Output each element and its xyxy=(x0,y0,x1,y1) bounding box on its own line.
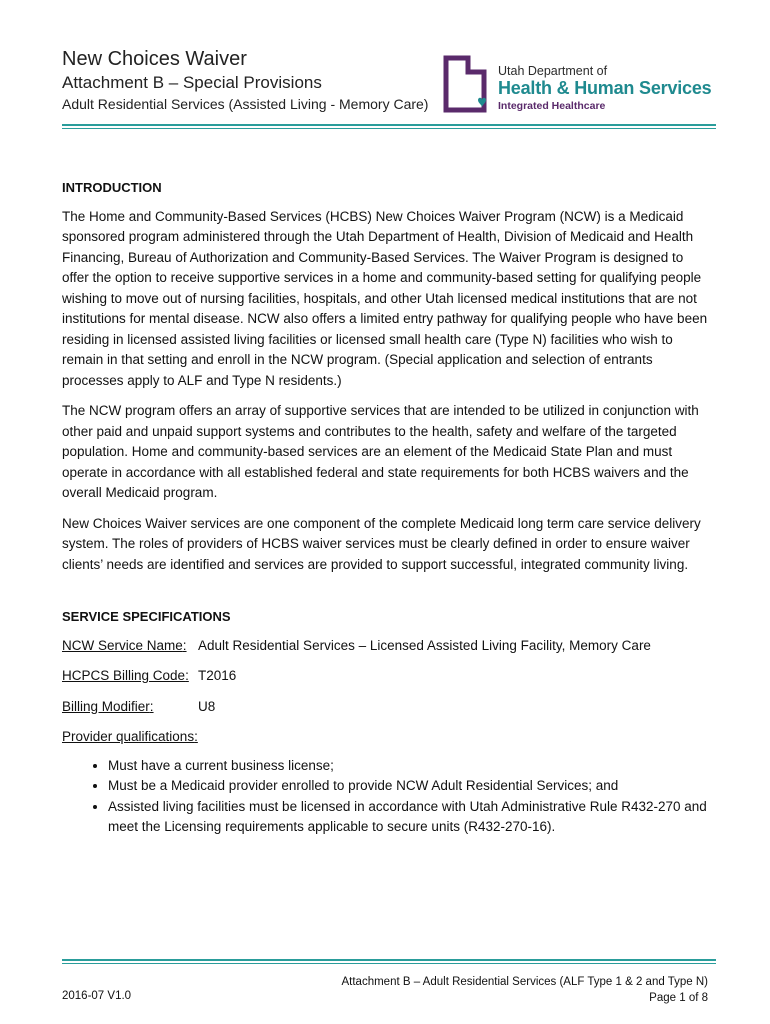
billing-code-label: HCPCS Billing Code xyxy=(62,668,186,683)
document-subtitle: Attachment B – Special Provisions xyxy=(62,73,322,92)
service-name-value: Adult Residential Services – Licensed Assisted Living Facility, Memory Care xyxy=(198,637,651,653)
service-name-row: NCW Service Name: Adult Residential Services – Licensed Assisted Living Facility, Memory Care xyxy=(62,636,712,657)
logo-line-1: Utah Department of xyxy=(498,64,608,78)
document-section-title: Adult Residential Services (Assisted Living - Memory Care) xyxy=(62,96,429,112)
footer-rule xyxy=(62,959,716,961)
utah-state-outline-icon xyxy=(440,54,496,116)
provider-qualifications-label: Provider qualifications xyxy=(62,729,195,744)
page-number: Page 1 of 8 xyxy=(649,992,708,1004)
header-rule-thin xyxy=(62,128,716,129)
footer-right xyxy=(342,974,709,1006)
provider-qualifications-list xyxy=(62,756,712,838)
footer-rule-thin xyxy=(62,963,716,964)
billing-code-value: T2016 xyxy=(198,668,237,683)
header-rule xyxy=(62,124,716,126)
service-name-label: NCW Service Name xyxy=(62,637,183,653)
footer-attachment-title: Attachment B – Adult Residential Services (ALF Type 1 & 2 and Type N) xyxy=(341,976,708,988)
footer-version: 2016-07 V1.0 xyxy=(62,990,132,1002)
billing-code-row: HCPCS Billing Code: T2016 xyxy=(62,666,712,687)
billing-modifier-row: Billing Modifier: U8 xyxy=(62,697,712,718)
list-item: • Assisted living facilities must be licensed in accordance with Utah Administrative Rule R432-270 and meet the Licensing requirements applicable to secure units (R432-270-16). xyxy=(108,797,712,838)
intro-paragraph-1: The Home and Community-Based Services (HCBS) New Choices Waiver Program (NCW) is a Medicaid sponsored program administered through the Utah Department of Health, Division of Medicaid and Health Financing, Bureau of Authorization and Community-Based Services. The Waiver Program is designed to offer the option to receive supportive services in a home and community-based setting for qualifying people wishing to move out of nursing facilities, hospitals, and other Utah licensed medical institutions that are not institutions for mental disease. NCW also offers a limited entry pathway for qualifying people who have been residing in licensed assisted living facilities or licensed small health care (Type N) facilities who wish to remain in that setting and enroll in the NCW program. (Special application and selection of entrants processes apply to ALF and Type N residents.) xyxy=(62,208,708,388)
list-item: • Must have a current business license; xyxy=(108,756,712,777)
utah-dhhs-logo xyxy=(440,50,730,120)
introduction-heading: INTRODUCTION xyxy=(62,180,162,195)
billing-modifier-value: U8 xyxy=(198,698,216,714)
document-title: New Choices Waiver xyxy=(62,48,247,70)
logo-line-3: Integrated Healthcare xyxy=(498,100,606,112)
document-body: INTRODUCTION The Home and Community-Based Services (HCBS) New Choices Waiver Program (NCW) is a Medicaid sponsored program administered through the Utah Department of Health, Division of Medicaid and Health Financing, Bureau of Authorization and Community-Based Services. The Waiver Program is designed to offer the option to receive supportive services in a home and community-based setting for qualifying people wishing to move out of nursing facilities, hospitals, and other Utah licensed medical institutions that are not institutions for mental disease. NCW also offers a limited entry pathway for qualifying people who have been residing in licensed assisted living facilities or licensed small health care (Type N) facilities who wish to remain in that setting and enroll in the NCW program. (Special application and selection of entrants processes apply to ALF and Type N residents.) The NCW program offers an array of supportive services that are intended to be utilized in conjunction with other paid and unpaid support systems and contributes to the health, safety and welfare of the targeted population. Home and community-based services are an element of the Medicaid State Plan and must operate in accordance with all established federal and state requirements for both HCBS waivers and the overall Medicaid program. New Choices Waiver services are one component of the complete Medicaid long term care service delivery system. The roles of providers of HCBS waiver services must be clearly defined in order to ensure waiver clients’ needs are identified and services are provided to support successful, integrated community living. SERVICE SPECIFICATIONS NCW Service Name: Adult Residential Services – Licensed Assisted Living Facility, Memory Care HCPCS Billing Code: T2016 Billing Modifier: U8 Provider qualifications: • Must have a current business license; • Must be a Medicaid provider enrolled to provide NCW Adult Residential Services; and • Assisted living facilities must be licensed in accordance with Utah Administrative Rule R432-270 and meet the Licensing requirements applicable to secure units (R432-270-16). xyxy=(62,178,712,838)
list-item: • Must be a Medicaid provider enrolled to provide NCW Adult Residential Services; and xyxy=(108,776,712,797)
intro-paragraph-2: The NCW program offers an array of supportive services that are intended to be utilized in conjunction with other paid and unpaid support systems and contributes to the health, safety and welfare of the targeted population. Home and community-based services are an element of the Medicaid State Plan and must operate in accordance with all established federal and state requirements for both HCBS waivers and the overall Medicaid program. xyxy=(62,403,699,500)
logo-line-2: Health & Human Services xyxy=(498,78,712,98)
billing-modifier-label: Billing Modifier xyxy=(62,698,150,714)
intro-paragraph-3: New Choices Waiver services are one component of the complete Medicaid long term care service delivery system. The roles of providers of HCBS waiver services must be clearly defined in order to ensure waiver clients’ needs are identified and services are provided to support successful, integrated community living. xyxy=(62,515,701,572)
service-specifications-heading: SERVICE SPECIFICATIONS xyxy=(62,609,231,624)
